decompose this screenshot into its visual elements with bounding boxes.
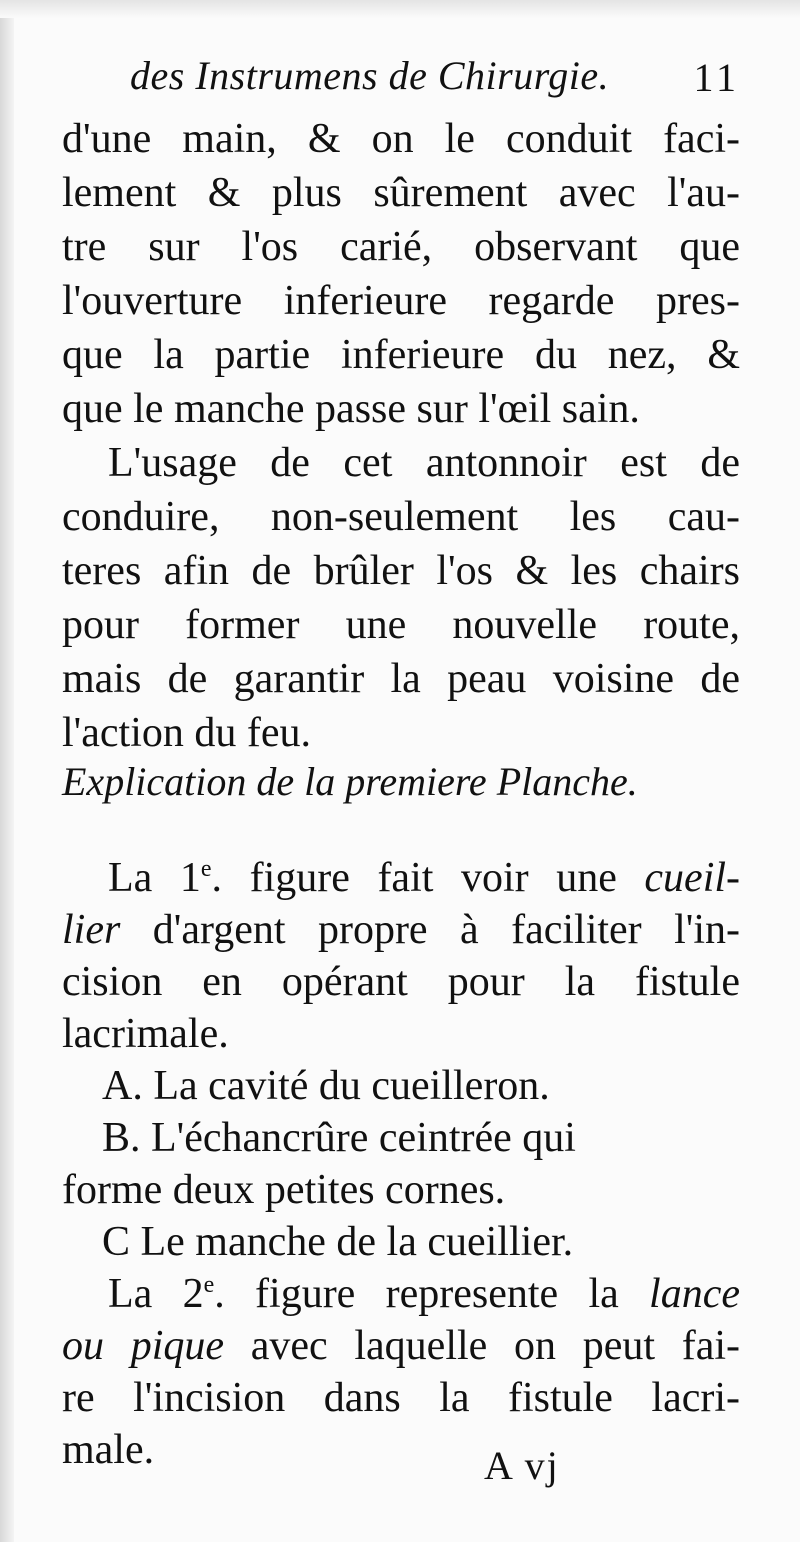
paragraph-1-line: tre sur l'os carié, observant que: [62, 224, 740, 270]
paragraph-1-line: lement & plus sûrement avec l'au-: [62, 170, 740, 216]
legend-item: A. La cavité du cueilleron.: [102, 1063, 550, 1109]
running-head: [130, 52, 740, 112]
figure-2-line: male.: [62, 1427, 155, 1473]
paragraph-2-line: l'action du feu.: [62, 710, 311, 756]
paragraph-1-line: que le manche passe sur l'œil sain.: [62, 386, 640, 432]
legend-item: C Le manche de la cueillier.: [102, 1219, 574, 1265]
text-block-2: [62, 852, 740, 1476]
page-shadow-left: [0, 0, 14, 1542]
page-shadow-top: [0, 0, 800, 18]
text-block-1: [62, 112, 740, 760]
paragraph-2-line: mais de garantir la peau voisine de: [62, 656, 740, 702]
figure-1-line: [62, 852, 740, 904]
section-heading: Explication de la premiere Planche.: [62, 759, 638, 804]
catchword-signature: A vj: [484, 1443, 560, 1488]
paragraph-2-line: teres afin de brûler l'os & les chairs: [62, 548, 740, 594]
figure-1-text: d'argent propre à faciliter l'in-: [120, 907, 740, 953]
figure-1-text: La 1: [108, 855, 201, 901]
figure-2-line: [62, 1320, 740, 1372]
paragraph-2-line: L'usage de cet antonnoir est de: [108, 440, 740, 486]
ordinal-superscript: e: [203, 1272, 215, 1298]
paragraph-2-line: conduire, non-seulement les cau-: [62, 494, 740, 540]
figure-1-line: lacrimale.: [62, 1011, 229, 1057]
legend-item: forme deux petites cornes.: [62, 1167, 506, 1213]
ordinal-superscript: e: [200, 856, 212, 882]
figure-2-line: [62, 1268, 740, 1320]
paragraph-1-line: que la partie inferieure du nez, &: [62, 332, 740, 378]
running-title: des Instrumens de Chirurgie.: [130, 53, 610, 98]
paragraph-1-line: l'ouverture inferieure regarde pres-: [62, 278, 740, 324]
page-number: 11: [693, 55, 740, 100]
legend-item: B. L'échancrûre ceintrée qui: [102, 1115, 576, 1161]
figure-2-text: . figure represente la: [214, 1271, 650, 1317]
figure-2-text: La 2: [108, 1271, 204, 1317]
figure-2-term: lance: [649, 1271, 740, 1317]
paragraph-2-line: pour former une nouvelle route,: [62, 602, 740, 648]
figure-1-line: [62, 904, 740, 956]
paragraph-1-line: d'une main, & on le conduit faci-: [62, 116, 740, 162]
figure-2-term: ou pique: [62, 1323, 225, 1369]
figure-1-term: lier: [62, 907, 121, 953]
figure-1-term: cueil-: [644, 855, 741, 901]
figure-1-text: . figure fait voir une: [211, 855, 645, 901]
figure-1-line: cision en opérant pour la fistule: [62, 959, 740, 1005]
figure-2-text: avec laquelle on peut fai-: [224, 1323, 741, 1369]
figure-2-line: re l'incision dans la fistule lacri-: [62, 1375, 740, 1421]
